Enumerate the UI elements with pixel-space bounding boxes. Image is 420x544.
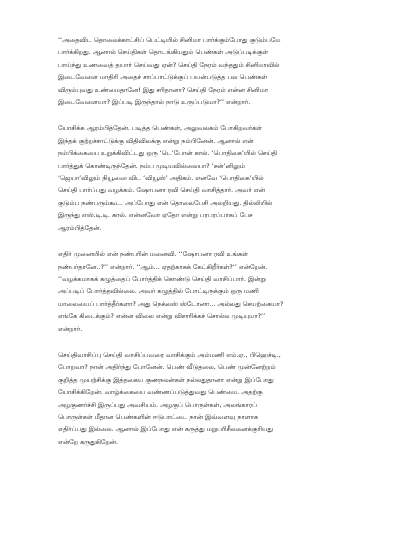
paragraph-1: ‘‘அதைவிட தொலைக்காட்சிப் பெட்டியில் சினிமா பார்க்கும்போது குடும்பமே பார்க்கிறது. ஆனால் செய்திகள் தொடங்கியதும் பெண்கள் அடுப்படிக்குள் பாய்ந்து உணவைத் தயார் செய்வது ஏன்? செய்தி நேரம் வந்ததும் சினிமாவில் இடைவேளை மாதிரி அதைச் சாப்பாட்டுக்குப் பயன்படுத்த பல பெண்கள் விரும்புவது உண்மைதானே! இது சரிதானா? செய்தி நேரம் என்ன சினிமா இடைவேளையா? இப்படி இருந்தால் நாடு உருப்படுமா?’’ என்றார். [58,36,281,107]
paragraph-3: எதிர் முனையில் என் நண்பரின் மனைவி. ‘‘ஷோபனா ரவி உங்கள் நண்பர்தானே..?’’ என்றார். ‘‘ஆம்... ஏதற்காகக் கேட்கிறீர்கள்?’’ என்றேன். ‘‘வழக்கமாகக் கழுத்தைப் போர்த்திக் கொண்டு செய்தி வாசிப்பார். இன்று அப்படிப் போர்த்தவில்லை. அவர் கழுத்தில் போட்டிருக்கும் ஒரு மணி மாலையைப் பார்த்தீர்களா? அது நெக்லஸ் ஸ்டோனா... அல்லது செயற்கையா? எங்கே கிடைக்கும்? என்ன விலை என்று விசாரிக்கச் சொல்ல முடியுமா?’’ என்றார். [58,250,284,333]
paragraph-4: செய்திவாசிப்பு செய்தி வாசிப்பவரை வாசிக்கும் அம்மணி எம்.ஏ., பிஹெச்டி., போறவா? நான் அதிர்ந்து போனேன். பெண் வீடுதலை, பெண் முன்னேற்றம் குறித்த முயற்சிக்கு இத்தகைய குணநலன்கள் நல்லதுதானா என்று இப்போது யோசிக்கிறேன். வாழ்க்கையை வண்ணப்படுத்துவது பெண்மை. அதற்கு அழகுணர்ச்சி இருப்பது அவசியம். அழகுப் பொருள்கள், அலங்காரப் பொருள்கள் மீதான பெண்களின் ஈடுபாட்டை நான் இவ்வளவு நாளாக எதிர்ப்பது இல்லை. ஆனால் இப்போது என் கருத்து மறுபரிசீலனைக்குரியது என்றே கருதுகிறேன். [58,350,281,446]
paragraph-2: யோசிக்க ஆரம்பித்தேன். படித்த பெண்கள், அலுவலகம் போகிறவர்கள் இந்தக் குற்றச்சாட்டுக்கு விதிவிலக்கு என்று நம்பினேன். ஆனால் என் நம்பிக்கையை உறுக்கிவிட்டது ஒரு ‘டெ’போன் கால். ‘பொதிகை’யில் செய்தி பார்த்துக் கொண்டிருந்தேன். நம்ப முடியவில்லையா? ‘சன்’னிலும் ‘ஜெயா’விலும் நியூஸை விட ‘வியூஸ்’ அதிகம். எனவே ‘பொதிகை’யில் செய்தி பார்ப்பது வழக்கம். ஷோபனா ரவி செய்தி வாசித்தார். அவர் என் குடும்ப நண்பரும்கூட. அப்போது என் தொலைபேசி அலறியது. தில்லியில் இருந்து எஸ்.டி.டி. கால். என்னவோ ஏதோ என்று பரபரப்பாகப் பேச ஆரம்பித்தேன். [58,124,278,232]
